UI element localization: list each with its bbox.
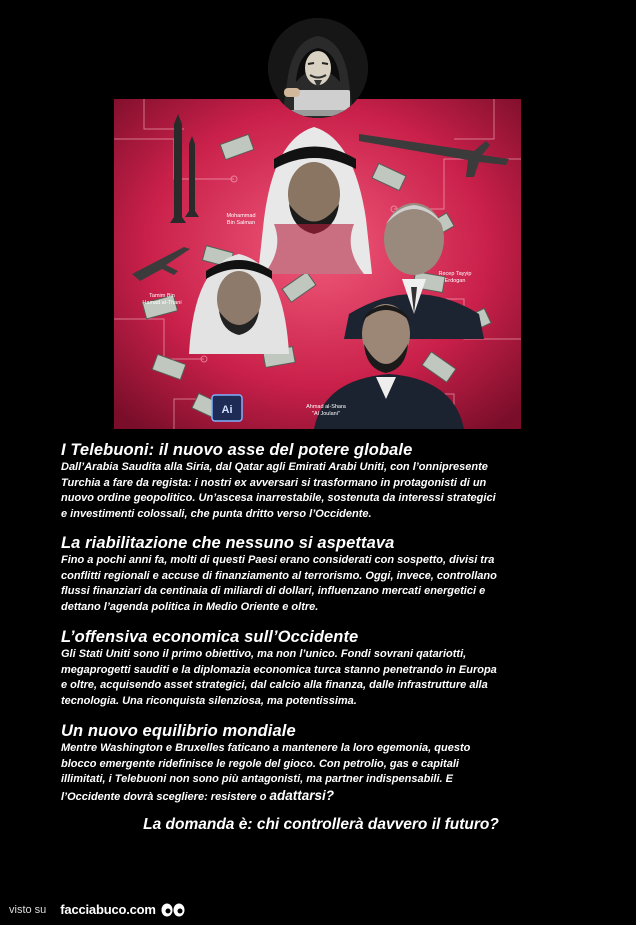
- section-heading: I Telebuoni: il nuovo asse del potere globale: [61, 441, 413, 459]
- section-line: e oltre, acquisendo asset strategici, dal calcio alla finanza, dalle infrastrutture alla: [61, 679, 488, 692]
- section-line: Fino a pochi anni fa, molti di questi Paesi erano considerati con sospetto, divisi tra: [61, 554, 495, 566]
- section-line: flussi finanziari da centinaia di miliardi di dollari, influenzano mercati energetici e: [61, 585, 486, 598]
- label-tamim-2: Hamad al-Thani: [142, 300, 182, 306]
- section-heading: La riabilitazione che nessuno si aspettava: [61, 534, 395, 552]
- section-line: illimitati, i Telebuoni non sono più antagonisti, ma partner indispensabili. E: [61, 773, 453, 786]
- footer-watermark: [9, 902, 185, 917]
- section-line: blocco emergente ridefinisce le regole del gioco. Con petrolio, gas e capitali: [61, 757, 459, 770]
- section-line: Dall’Arabia Saudita alla Siria, dal Qatar agli Emirati Arabi Uniti, con l’onnipresente: [61, 461, 488, 473]
- section-offensiva: [61, 627, 497, 709]
- section-line: megaprogetti sauditi e la diplomazia economica turca stanno penetrando in Europa: [61, 663, 497, 676]
- section-line: conflitti regionali e accuse di finanziamento al terrorismo. Oggi, invece, controllano: [61, 569, 497, 582]
- closing-question: La domanda è: chi controllerà davvero il futuro?: [143, 816, 499, 833]
- chip-label: Ai: [221, 404, 233, 416]
- poster-artwork: [114, 99, 521, 429]
- label-erdogan-1: Recep Tayyip: [438, 271, 472, 277]
- eyes-logo-icon: [161, 903, 185, 917]
- label-mbs-2: Bin Salman: [226, 220, 256, 226]
- label-tamim-1: Tamim Bin: [149, 293, 175, 299]
- section-equilibrio: [61, 721, 470, 805]
- section-line: Mentre Washington e Bruxelles faticano a mantenere la loro egemonia, questo: [61, 742, 471, 754]
- label-alshara-2: "Al Joulani": [312, 411, 340, 417]
- section-telebuoni: [61, 440, 496, 522]
- section-line: nuovo ordine geopolitico. Un’ascesa inarrestabile, sostenuta da interessi strategici: [61, 492, 496, 505]
- section-line: Gli Stati Uniti sono il primo obiettivo, ma non l’unico. Fondi sovrani qatariotti,: [61, 648, 467, 660]
- section-riabilitazione: [61, 533, 497, 615]
- section-heading: Un nuovo equilibrio mondiale: [61, 722, 296, 740]
- section-line: e investimenti colossali, che punta dritto verso l’Occidente.: [61, 507, 372, 520]
- last-line-emphasis: adattarsi?: [269, 787, 335, 803]
- label-alshara-1: Ahmad al-Shara: [306, 404, 346, 410]
- label-mbs-1: Mohammad: [226, 213, 256, 219]
- seen-on-label: visto su: [9, 903, 47, 916]
- anonymous-hacker-icon: [268, 18, 368, 118]
- section-line: tecnologia. Una riconquista silenziosa, ma potentissima.: [61, 694, 357, 707]
- label-erdogan-2: Erdogan: [444, 278, 466, 284]
- hacker-avatar: [268, 18, 368, 118]
- poster-illustration: [114, 99, 521, 429]
- last-line-text: l’Occidente dovrà scegliere: resistere o: [61, 790, 270, 803]
- section-line: dettano l’agenda politica in Medio Oriente e oltre.: [61, 600, 319, 613]
- section-heading: L’offensiva economica sull’Occidente: [61, 628, 359, 646]
- ai-chip-icon: [212, 395, 242, 421]
- section-line: Turchia a fare da regista: i nostri ex avversari si trasformano in protagonisti di un: [61, 476, 487, 489]
- section-last-line: [61, 788, 470, 806]
- site-link[interactable]: facciabuco.com: [60, 902, 156, 917]
